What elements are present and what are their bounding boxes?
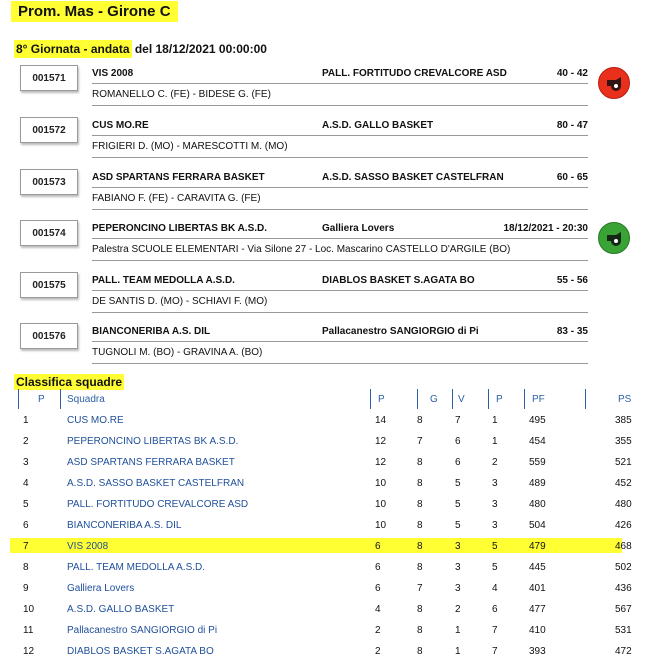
table-cell: 5 <box>23 499 29 510</box>
table-cell: 2 <box>455 604 461 615</box>
table-cell: 8 <box>417 646 423 657</box>
table-cell: 6 <box>455 457 461 468</box>
table-cell: 5 <box>492 562 498 573</box>
table-cell: 7 <box>417 583 423 594</box>
table-cell: 3 <box>455 541 461 552</box>
column-separator <box>60 389 61 409</box>
table-cell: 2 <box>23 436 29 447</box>
column-separator <box>488 389 489 409</box>
table-cell: 10 <box>375 478 387 489</box>
table-cell: 1 <box>492 415 498 426</box>
match-result: 18/12/2021 - 20:30 <box>503 223 588 234</box>
team-link[interactable]: ASD SPARTANS FERRARA BASKET <box>67 457 235 468</box>
match-item <box>20 220 620 272</box>
table-cell: 2 <box>492 457 498 468</box>
home-team: PEPERONCINO LIBERTAS BK A.S.D. <box>92 223 268 234</box>
column-header[interactable]: Squadra <box>67 394 105 405</box>
table-cell: 4 <box>492 583 498 594</box>
table-cell: 445 <box>529 562 546 573</box>
away-team: A.S.D. GALLO BASKET <box>322 120 434 131</box>
table-cell: 3 <box>23 457 29 468</box>
column-separator <box>585 389 586 409</box>
table-cell: 5 <box>492 541 498 552</box>
match-info: Palestra SCUOLE ELEMENTARI - Via Silone 27 - Loc. Mascarino CASTELLO D'ARGILE (BO) <box>92 244 511 255</box>
team-link[interactable]: PEPERONCINO LIBERTAS BK A.S.D. <box>67 436 239 447</box>
table-cell: 8 <box>417 520 423 531</box>
table-cell: 5 <box>455 499 461 510</box>
match-info: DE SANTIS D. (MO) - SCHIAVI F. (MO) <box>92 296 268 307</box>
home-team: BIANCONERIBA A.S. DIL <box>92 326 211 337</box>
table-cell: 3 <box>492 520 498 531</box>
table-cell: 8 <box>417 478 423 489</box>
home-team: PALL. TEAM MEDOLLA A.S.D. <box>92 275 235 286</box>
standings-title: Classifica squadre <box>16 375 123 389</box>
table-cell: 8 <box>417 604 423 615</box>
match-item <box>20 323 620 375</box>
table-cell: 410 <box>529 625 546 636</box>
table-cell: 521 <box>615 457 632 468</box>
column-header[interactable]: P <box>378 394 385 405</box>
away-team: Galliera Lovers <box>322 223 395 234</box>
match-item <box>20 272 620 324</box>
table-cell: 479 <box>529 541 546 552</box>
table-cell: 14 <box>375 415 387 426</box>
match-code-button[interactable]: 001575 <box>20 272 78 298</box>
table-row <box>15 642 645 663</box>
table-row <box>15 453 645 474</box>
table-cell: 10 <box>375 520 387 531</box>
match-item <box>20 65 620 117</box>
column-header[interactable]: PF <box>532 394 545 405</box>
table-cell: 1 <box>455 646 461 657</box>
table-cell: 495 <box>529 415 546 426</box>
table-cell: 454 <box>529 436 546 447</box>
match-info: FABIANO F. (FE) - CARAVITA G. (FE) <box>92 193 261 204</box>
table-cell: 8 <box>23 562 29 573</box>
table-cell: 7 <box>492 625 498 636</box>
table-cell: 5 <box>455 520 461 531</box>
away-team: DIABLOS BASKET S.AGATA BO <box>322 275 475 286</box>
match-code-button[interactable]: 001573 <box>20 169 78 195</box>
table-cell: 452 <box>615 478 632 489</box>
team-link[interactable]: A.S.D. SASSO BASKET CASTELFRAN <box>67 478 245 489</box>
table-row <box>15 474 645 495</box>
table-cell: 504 <box>529 520 546 531</box>
table-cell: 489 <box>529 478 546 489</box>
match-info: FRIGIERI D. (MO) - MARESCOTTI M. (MO) <box>92 141 288 152</box>
home-team: CUS MO.RE <box>92 120 149 131</box>
table-cell: 10 <box>375 499 387 510</box>
round-date: del 18/12/2021 00:00:00 <box>131 42 267 56</box>
table-cell: 468 <box>615 541 632 552</box>
table-cell: 12 <box>375 436 387 447</box>
table-body <box>15 411 645 663</box>
table-cell: 5 <box>455 478 461 489</box>
divider <box>92 312 588 313</box>
home-team: ASD SPARTANS FERRARA BASKET <box>92 172 265 183</box>
table-cell: 480 <box>615 499 632 510</box>
green-whistle-icon[interactable] <box>598 222 630 254</box>
table-row <box>15 600 645 621</box>
table-cell: 531 <box>615 625 632 636</box>
table-cell: 393 <box>529 646 546 657</box>
match-teams-row <box>92 68 588 84</box>
table-row <box>15 411 645 432</box>
table-cell: 472 <box>615 646 632 657</box>
table-cell: 436 <box>615 583 632 594</box>
away-team: A.S.D. SASSO BASKET CASTELFRAN <box>322 172 504 183</box>
table-cell: 6 <box>455 436 461 447</box>
match-item <box>20 117 620 169</box>
table-row <box>15 537 645 558</box>
table-cell: 11 <box>23 625 34 636</box>
table-cell: 3 <box>455 562 461 573</box>
table-cell: 401 <box>529 583 546 594</box>
column-header[interactable]: V <box>458 394 465 405</box>
table-cell: 8 <box>417 625 423 636</box>
divider <box>92 363 588 364</box>
match-code-button[interactable]: 001576 <box>20 323 78 349</box>
team-link[interactable]: DIABLOS BASKET S.AGATA BO <box>67 646 214 657</box>
table-row <box>15 621 645 642</box>
match-info: TUGNOLI M. (BO) - GRAVINA A. (BO) <box>92 347 263 358</box>
table-header <box>15 389 645 411</box>
table-cell: 355 <box>615 436 632 447</box>
match-item <box>20 169 620 221</box>
table-cell: 8 <box>417 457 423 468</box>
team-link[interactable]: Pallacanestro SANGIORGIO di Pi <box>67 625 218 636</box>
table-cell: 8 <box>417 499 423 510</box>
team-link[interactable]: VIS 2008 <box>67 541 109 552</box>
column-separator <box>417 389 418 409</box>
table-cell: 3 <box>492 499 498 510</box>
table-cell: 567 <box>615 604 632 615</box>
column-header[interactable]: G <box>430 394 438 405</box>
table-cell: 4 <box>23 478 29 489</box>
table-cell: 6 <box>375 583 381 594</box>
column-separator <box>18 389 19 409</box>
column-separator <box>370 389 371 409</box>
team-link[interactable]: BIANCONERIBA A.S. DIL <box>67 520 182 531</box>
table-cell: 6 <box>375 562 381 573</box>
table-row <box>15 516 645 537</box>
table-cell: 502 <box>615 562 632 573</box>
match-code-button[interactable]: 001571 <box>20 65 78 91</box>
table-cell: 7 <box>417 436 423 447</box>
table-cell: 7 <box>455 415 461 426</box>
table-row <box>15 558 645 579</box>
team-link[interactable]: PALL. FORTITUDO CREVALCORE ASD <box>67 499 249 510</box>
table-cell: 6 <box>23 520 29 531</box>
table-cell: 4 <box>375 604 381 615</box>
table-row <box>15 432 645 453</box>
table-cell: 8 <box>417 415 423 426</box>
table-cell: 8 <box>417 562 423 573</box>
table-cell: 559 <box>529 457 546 468</box>
divider <box>92 209 588 210</box>
team-link[interactable]: CUS MO.RE <box>67 415 124 426</box>
team-link[interactable]: A.S.D. GALLO BASKET <box>67 604 175 615</box>
table-cell: 6 <box>492 604 498 615</box>
table-cell: 10 <box>23 604 35 615</box>
match-teams-row <box>92 223 588 239</box>
column-header[interactable]: P <box>496 394 503 405</box>
team-link[interactable]: Galliera Lovers <box>67 583 135 594</box>
away-team: Pallacanestro SANGIORGIO di Pi <box>322 326 479 337</box>
table-cell: 477 <box>529 604 546 615</box>
table-cell: 12 <box>23 646 35 657</box>
table-row <box>15 495 645 516</box>
column-separator <box>452 389 453 409</box>
divider <box>92 260 588 261</box>
page-title: Prom. Mas - Girone C <box>11 1 178 22</box>
column-separator <box>524 389 525 409</box>
home-team: VIS 2008 <box>92 68 134 79</box>
match-teams-row <box>92 120 588 136</box>
match-teams-row <box>92 172 588 188</box>
table-cell: 2 <box>375 646 381 657</box>
match-code-button[interactable]: 001572 <box>20 117 78 143</box>
match-result: 60 - 65 <box>556 172 588 183</box>
table-cell: 426 <box>615 520 632 531</box>
table-cell: 6 <box>375 541 381 552</box>
divider <box>92 105 588 106</box>
match-teams-row <box>92 275 588 291</box>
table-cell: 1 <box>455 625 461 636</box>
round-label: 8° Giornata - andata <box>16 42 130 56</box>
table-cell: 3 <box>492 478 498 489</box>
round-heading <box>14 42 267 56</box>
match-code-button[interactable]: 001574 <box>20 220 78 246</box>
column-header[interactable]: P <box>38 394 45 405</box>
match-result: 80 - 47 <box>556 120 588 131</box>
match-info: ROMANELLO C. (FE) - BIDESE G. (FE) <box>92 89 271 100</box>
divider <box>92 157 588 158</box>
table-cell: 7 <box>23 541 29 552</box>
away-team: PALL. FORTITUDO CREVALCORE ASD <box>322 68 507 79</box>
match-result: 40 - 42 <box>556 68 588 79</box>
table-cell: 1 <box>23 415 29 426</box>
table-cell: 7 <box>492 646 498 657</box>
match-teams-row <box>92 326 588 342</box>
table-cell: 1 <box>492 436 498 447</box>
red-whistle-icon[interactable] <box>598 67 630 99</box>
table-cell: 12 <box>375 457 387 468</box>
team-link[interactable]: PALL. TEAM MEDOLLA A.S.D. <box>67 562 206 573</box>
table-cell: 3 <box>455 583 461 594</box>
table-cell: 385 <box>615 415 632 426</box>
table-row <box>15 579 645 600</box>
table-cell: 480 <box>529 499 546 510</box>
match-result: 83 - 35 <box>556 326 588 337</box>
column-header[interactable]: PS <box>618 394 632 405</box>
table-cell: 8 <box>417 541 423 552</box>
standings-table <box>15 389 645 663</box>
table-cell: 2 <box>375 625 381 636</box>
table-cell: 9 <box>23 583 29 594</box>
match-result: 55 - 56 <box>556 275 588 286</box>
